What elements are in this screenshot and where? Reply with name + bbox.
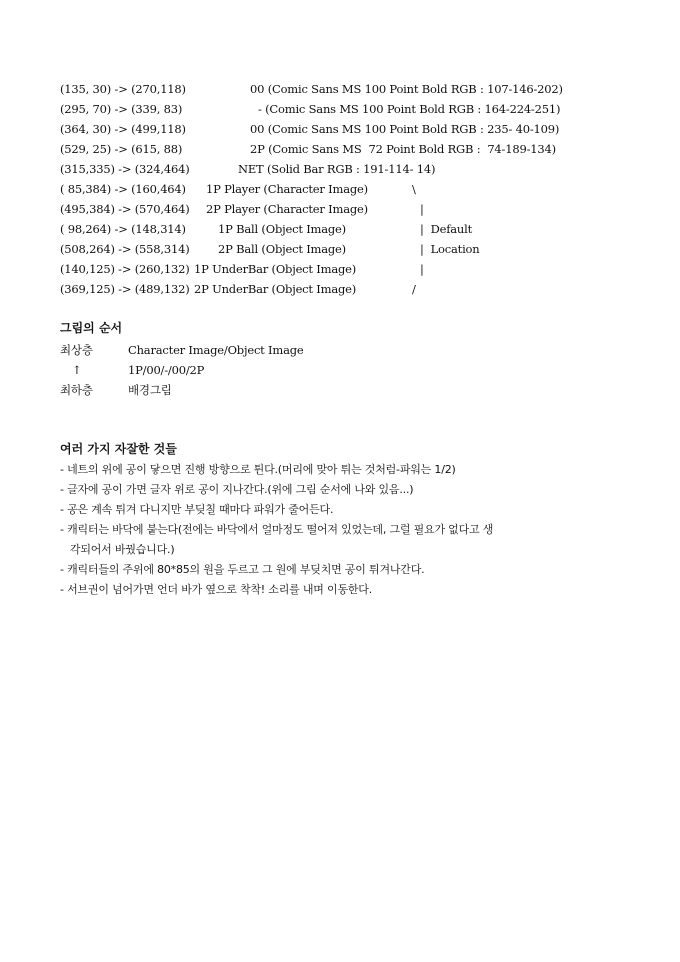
coord-description: 2P Player (Character Image) — [206, 202, 368, 216]
misc-heading: 여러 가지 자잘한 것들 — [60, 442, 177, 456]
coord-description: 1P Ball (Object Image) — [218, 222, 346, 236]
up-arrow-icon: ↑ — [72, 363, 82, 377]
coord-note: | — [420, 262, 424, 276]
misc-list-item: - 네트의 위에 공이 닿으면 진행 방향으로 튄다.(머리에 맞아 튀는 것처럼-파워는 1/2) — [60, 463, 456, 476]
coord-range: (495,384) -> (570,464) — [60, 202, 190, 216]
coord-range: ( 85,384) -> (160,464) — [60, 182, 186, 196]
coord-range: (135, 30) -> (270,118) — [60, 82, 186, 96]
misc-list-item: 각되어서 바꿨습니다.) — [60, 543, 175, 556]
misc-list-item: - 공은 계속 튀겨 다니지만 부딪칠 때마다 파워가 줄어든다. — [60, 503, 334, 516]
coord-description: 2P UnderBar (Object Image) — [194, 282, 357, 296]
misc-list-item: - 캐릭터들의 주위에 80*85의 원을 두르고 그 원에 부딪치면 공이 튀겨나간다. — [60, 563, 425, 576]
coord-range: (508,264) -> (558,314) — [60, 242, 190, 256]
coord-note: / — [412, 282, 416, 296]
coord-description: - (Comic Sans MS 100 Point Bold RGB : 164-224-251) — [258, 102, 561, 116]
middle-layer-value: 1P/00/-/00/2P — [128, 363, 205, 377]
bottom-layer-label: 최하층 — [60, 383, 93, 397]
misc-list-item: - 캐릭터는 바닥에 붙는다(전에는 바닥에서 얼마정도 떨어져 있었는데, 그럴 필요가 없다고 생 — [60, 523, 494, 536]
coord-range: ( 98,264) -> (148,314) — [60, 222, 186, 236]
misc-list-item: - 글자에 공이 가면 글자 위로 공이 지나간다.(위에 그림 순서에 나와 있음...) — [60, 483, 414, 496]
misc-list-item: - 서브권이 넘어가면 언더 바가 옆으로 착착! 소리를 내며 이동한다. — [60, 583, 373, 596]
coord-range: (295, 70) -> (339, 83) — [60, 102, 183, 116]
coord-description: 00 (Comic Sans MS 100 Point Bold RGB : 107-146-202) — [250, 82, 563, 96]
coord-description: 1P UnderBar (Object Image) — [194, 262, 357, 276]
top-layer-label: 최상층 — [60, 343, 93, 357]
top-layer-value: Character Image/Object Image — [128, 343, 304, 357]
coord-description: NET (Solid Bar RGB : 191-114- 14) — [238, 162, 436, 176]
order-heading: 그림의 순서 — [60, 321, 123, 335]
coord-range: (369,125) -> (489,132) — [60, 282, 190, 296]
coord-range: (140,125) -> (260,132) — [60, 262, 190, 276]
bottom-layer-value: 배경그림 — [128, 383, 172, 397]
coord-note: | — [420, 202, 424, 216]
coord-note: | Default — [420, 222, 473, 236]
coord-description: 2P Ball (Object Image) — [218, 242, 346, 256]
coord-range: (529, 25) -> (615, 88) — [60, 142, 183, 156]
coord-note: | Location — [420, 242, 480, 256]
coord-description: 1P Player (Character Image) — [206, 182, 368, 196]
coord-note: \ — [412, 182, 416, 196]
coord-description: 00 (Comic Sans MS 100 Point Bold RGB : 235- 40-109) — [250, 122, 560, 136]
coord-description: 2P (Comic Sans MS 72 Point Bold RGB : 74-189-134) — [250, 142, 556, 156]
coord-range: (315,335) -> (324,464) — [60, 162, 190, 176]
coord-range: (364, 30) -> (499,118) — [60, 122, 186, 136]
